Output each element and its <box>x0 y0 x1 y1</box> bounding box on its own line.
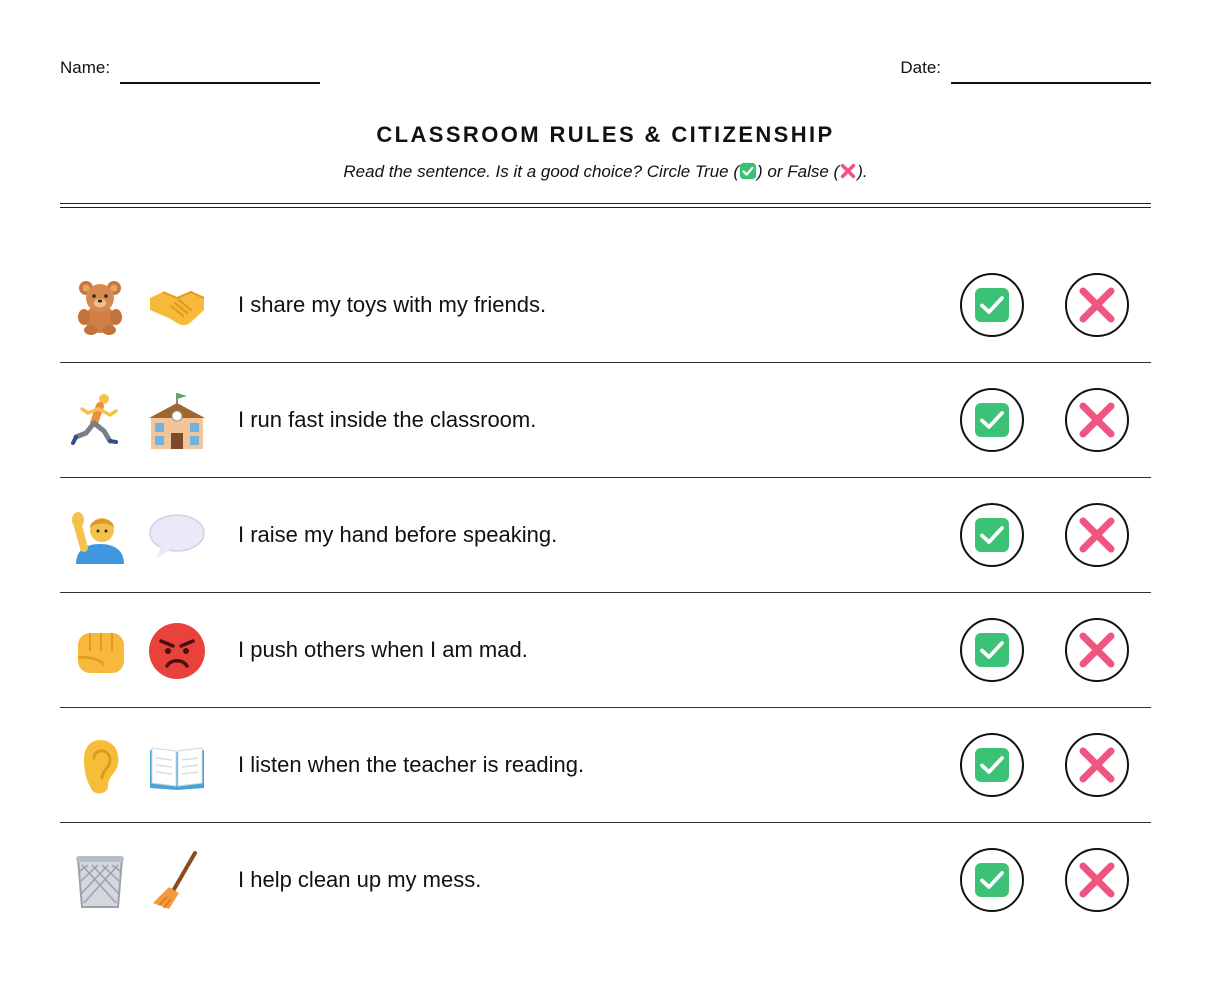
date-field[interactable] <box>900 58 1151 78</box>
green-check-icon <box>973 286 1011 324</box>
green-check-icon <box>973 516 1011 554</box>
true-choice-button[interactable] <box>960 273 1024 337</box>
raising-hand-icon <box>70 506 130 566</box>
instructions <box>0 162 1211 185</box>
ear-icon <box>70 736 130 796</box>
pink-x-icon <box>1077 745 1117 785</box>
teddy-bear-icon <box>70 276 130 336</box>
question-list <box>60 248 1151 938</box>
instructions-text-1: Read the sentence. Is it a good choice? Circle True ( <box>343 162 740 181</box>
true-choice-button[interactable] <box>960 618 1024 682</box>
false-choice-button[interactable] <box>1065 503 1129 567</box>
green-check-icon <box>973 861 1011 899</box>
name-field[interactable] <box>60 58 320 78</box>
question-sentence: I help clean up my mess. <box>238 867 482 892</box>
question-sentence: I raise my hand before speaking. <box>238 522 558 547</box>
angry-face-icon <box>147 621 207 681</box>
true-choice-button[interactable] <box>960 503 1024 567</box>
false-choice-button[interactable] <box>1065 733 1129 797</box>
pink-x-icon <box>1077 860 1117 900</box>
question-row <box>60 248 1151 363</box>
pink-x-icon <box>1077 285 1117 325</box>
pink-x-icon <box>1077 400 1117 440</box>
date-blank-line[interactable] <box>951 82 1151 84</box>
header-fields <box>60 58 1151 88</box>
pink-x-icon <box>1077 630 1117 670</box>
pink-x-icon <box>1077 515 1117 555</box>
false-choice-button[interactable] <box>1065 618 1129 682</box>
broom-icon <box>147 851 207 911</box>
question-row <box>60 593 1151 708</box>
true-choice-button[interactable] <box>960 848 1024 912</box>
question-sentence: I share my toys with my friends. <box>238 292 547 317</box>
open-book-icon <box>147 736 207 796</box>
green-check-icon <box>973 746 1011 784</box>
name-label: Name: <box>60 58 111 77</box>
false-choice-button[interactable] <box>1065 273 1129 337</box>
speech-bubble-icon <box>147 506 207 566</box>
instructions-text-3: ). <box>857 162 868 181</box>
green-check-icon <box>973 631 1011 669</box>
worksheet-title: CLASSROOM RULES & CITIZENSHIP <box>376 122 835 147</box>
question-sentence: I push others when I am mad. <box>238 637 528 662</box>
question-row <box>60 478 1151 593</box>
green-check-icon <box>973 401 1011 439</box>
question-sentence: I run fast inside the classroom. <box>238 407 537 432</box>
instructions-text-2: ) or False ( <box>757 162 840 181</box>
pink-x-icon <box>839 162 857 185</box>
question-row <box>60 708 1151 823</box>
true-choice-button[interactable] <box>960 388 1024 452</box>
running-person-icon <box>70 391 130 451</box>
question-sentence: I listen when the teacher is reading. <box>238 752 585 777</box>
green-check-icon <box>739 162 757 185</box>
question-row <box>60 363 1151 478</box>
true-choice-button[interactable] <box>960 733 1024 797</box>
date-label: Date: <box>900 58 941 77</box>
school-building-icon <box>147 391 207 451</box>
fist-icon <box>70 621 130 681</box>
false-choice-button[interactable] <box>1065 388 1129 452</box>
name-blank-line[interactable] <box>120 82 320 84</box>
handshake-icon <box>147 276 207 336</box>
question-row <box>60 823 1151 938</box>
header-divider <box>60 203 1151 208</box>
wastebasket-icon <box>70 851 130 911</box>
false-choice-button[interactable] <box>1065 848 1129 912</box>
